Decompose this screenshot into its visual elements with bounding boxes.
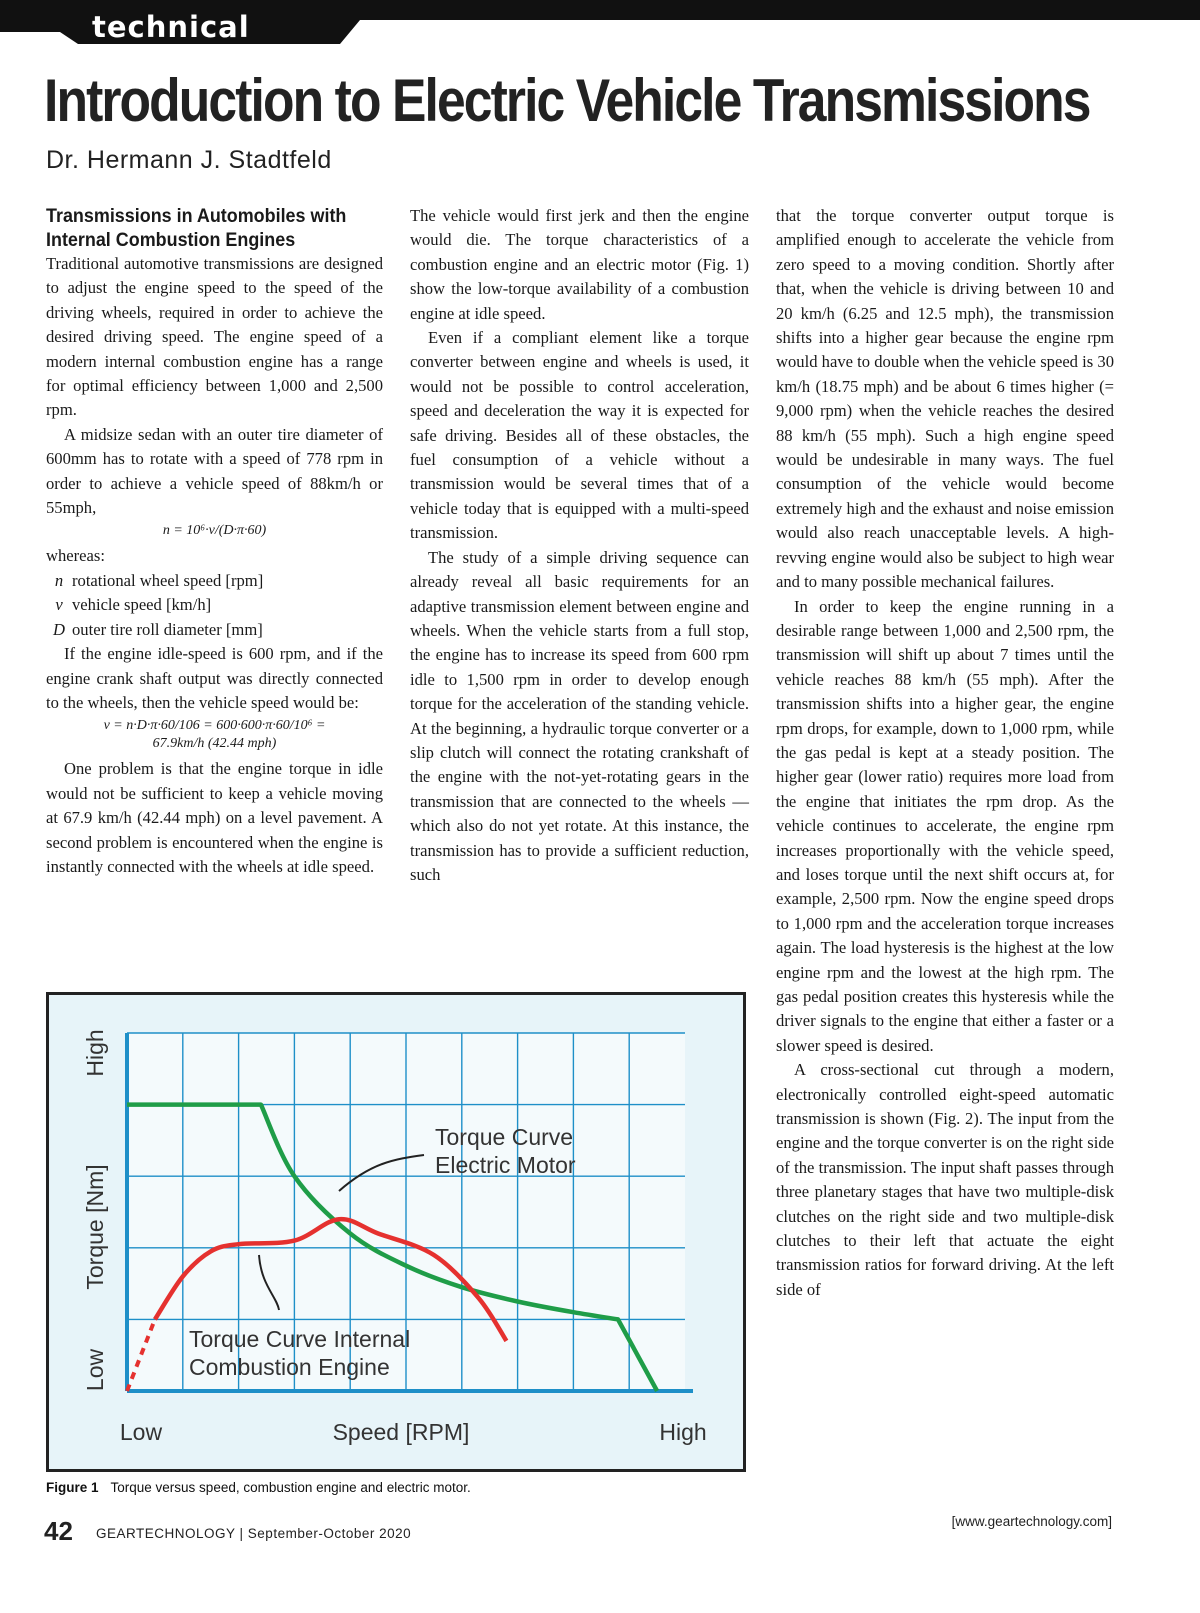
page-number: 42	[44, 1516, 73, 1546]
text-column-1	[46, 204, 383, 879]
variable-description: rotational wheel speed [rpm]	[72, 570, 264, 590]
variable-definition	[46, 593, 383, 617]
figure-1	[46, 992, 746, 1472]
paragraph: One problem is that the engine torque in idle would not be sufficient to keep a vehicle moving at 67.9 km/h (42.44 mph) on a level pavement. A second problem is encountered when the engine is instantly connected with the wheels at idle speed.	[46, 759, 383, 876]
y-axis-label: Torque [Nm]	[82, 1164, 108, 1290]
paragraph: If the engine idle-speed is 600 rpm, and if the engine crank shaft output was directly connected to the wheels, then the vehicle speed would be:	[46, 644, 383, 712]
x-tick-label-high: High	[659, 1419, 707, 1445]
publication-info: GEARTECHNOLOGY | September-October 2020	[96, 1526, 412, 1541]
equation-vehicle-speed	[46, 717, 383, 753]
electric-motor-label-line1: Torque Curve	[435, 1124, 574, 1150]
website-url: [www.geartechnology.com]	[951, 1514, 1112, 1529]
text-column-2	[410, 204, 749, 887]
combustion-engine-label-line1: Torque Curve Internal	[189, 1326, 411, 1352]
section-heading: Transmissions in Automobiles with Internal Combustion Engines	[46, 205, 347, 251]
variable-description: outer tire roll diameter [mm]	[72, 619, 263, 639]
x-axis-label: Speed [RPM]	[332, 1419, 470, 1445]
section-tag: technical	[92, 10, 250, 44]
figure-caption	[46, 1480, 471, 1495]
article-author: Dr. Hermann J. Stadtfeld	[46, 146, 332, 174]
paragraph: that the torque converter output torque is amplified enough to accelerate the vehicle from zero speed to a moving condition. Shortly after that, when the vehicle is driving between 10 and 20 km/h (6.25 and 12.5 mph), the transmission shifts into a higher gear because the engine rpm would have to double when the vehicle speed is 30 km/h (18.75 mph) and be about 6 times higher (= 9,000 rpm) when the vehicle reaches the desired 88 km/h (55 mph). Such a high engine speed would be undesirable in many ways. The fuel consumption of the vehicle would become extremely high and the exhaust and noise emission would also reach unacceptable levels. A high-revving engine would also be subject to high wear and to many possible mechanical failures.	[776, 206, 1114, 592]
y-tick-label-low: Low	[82, 1348, 108, 1392]
paragraph: A cross-sectional cut through a modern, electronically controlled eight-speed automatic transmission is shown (Fig. 2). The input from the engine and the torque converter is on the right side of the transmission. The input shaft passes through three planetary stages that have two multiple-disk clutches on the right side and two multiple-disk clutches to their left that actuate the eight transmission ratios for forward driving. At the left side of	[776, 1060, 1114, 1299]
variable-description: vehicle speed [km/h]	[72, 595, 212, 615]
variable-symbol: n	[54, 570, 64, 590]
equation-line: v = n·D·π·60/106 = 600·600·π·60/10⁶ =	[103, 718, 326, 734]
article-title: Introduction to Electric Vehicle Transmissions	[44, 67, 1090, 134]
x-tick-label-low: Low	[119, 1419, 163, 1445]
torque-speed-chart	[49, 995, 743, 1469]
text-column-3	[776, 204, 1114, 1302]
whereas-label: whereas:	[46, 546, 105, 566]
paragraph: In order to keep the engine running in a desirable range between 1,000 and 2,500 rpm, the transmission will shift up about 7 times until the vehicle reaches 88 km/h (55 mph). After the transmission shifts into a higher gear, the engine rpm drops, for example, down to 1,000 rpm, while the gas pedal is kept at a steady position. The higher gear (lower ratio) requires more load from the engine that initiates the rpm drop. As the vehicle continues to accelerate, the engine rpm increases proportionally with the vehicle speed, and loses torque until the next shift occurs at, for example, 2,500 rpm. Now the engine speed drops to 1,000 rpm and the acceleration torque increases again. The load hysteresis is the highest at the low engine rpm and the lowest at the high rpm. The gas pedal position creates this hysteresis while the driver signals to the engine that either a faster or a slower speed is desired.	[776, 596, 1114, 1055]
combustion-engine-label-line2: Combustion Engine	[189, 1354, 390, 1380]
paragraph: Even if a compliant element like a torque converter between engine and wheels is used, it would not be possible to control acceleration, speed and deceleration the way it is expected for safe driving. Besides all of these obstacles, the fuel consumption of a vehicle without a transmission would be several times that of a vehicle today that is equipped with a multi-speed transmission.	[410, 328, 749, 543]
paragraph: The vehicle would first jerk and then the engine would die. The torque characteristics of a combustion engine and an electric motor (Fig. 1) show the low-torque availability of a combustion engine at idle speed.	[410, 206, 749, 323]
variable-definition	[46, 618, 383, 642]
equation-line: 67.9km/h (42.44 mph)	[152, 736, 277, 752]
variable-symbol: D	[53, 619, 65, 639]
caption-text: Torque versus speed, combustion engine and electric motor.	[110, 1480, 471, 1495]
paragraph: A midsize sedan with an outer tire diameter of 600mm has to rotate with a speed of 778 rpm in order to achieve a vehicle speed of 88km/h or 55mph,	[46, 424, 383, 518]
paragraph: Traditional automotive transmissions are designed to adjust the engine speed to the speed of the driving wheels, required in order to achieve the desired driving speed. The engine speed of a modern internal combustion engine has a range for optimal efficiency between 1,000 and 2,500 rpm.	[46, 254, 383, 420]
electric-motor-label-line2: Electric Motor	[435, 1152, 576, 1178]
variable-symbol: v	[55, 595, 63, 615]
variable-definition	[46, 569, 383, 593]
y-tick-label-high: High	[82, 1029, 108, 1077]
equation-wheel-speed: n = 10⁶·v/(D·π·60)	[162, 523, 267, 539]
caption-label: Figure 1	[46, 1480, 99, 1495]
paragraph: The study of a simple driving sequence can already reveal all basic requirements for an adaptive transmission element between engine and wheels. When the vehicle starts from a full stop, the engine has to increase its speed from 600 rpm idle to 1,500 rpm in order to develop enough torque for the acceleration of the standing vehicle. At the beginning, a hydraulic torque converter or a slip clutch will connect the rotating crankshaft of the engine with the not-yet-rotating gears in the transmission that are connected to the wheels — which also do not yet rotate. At this instance, the transmission has to provide a sufficient reduction, such	[410, 547, 749, 884]
